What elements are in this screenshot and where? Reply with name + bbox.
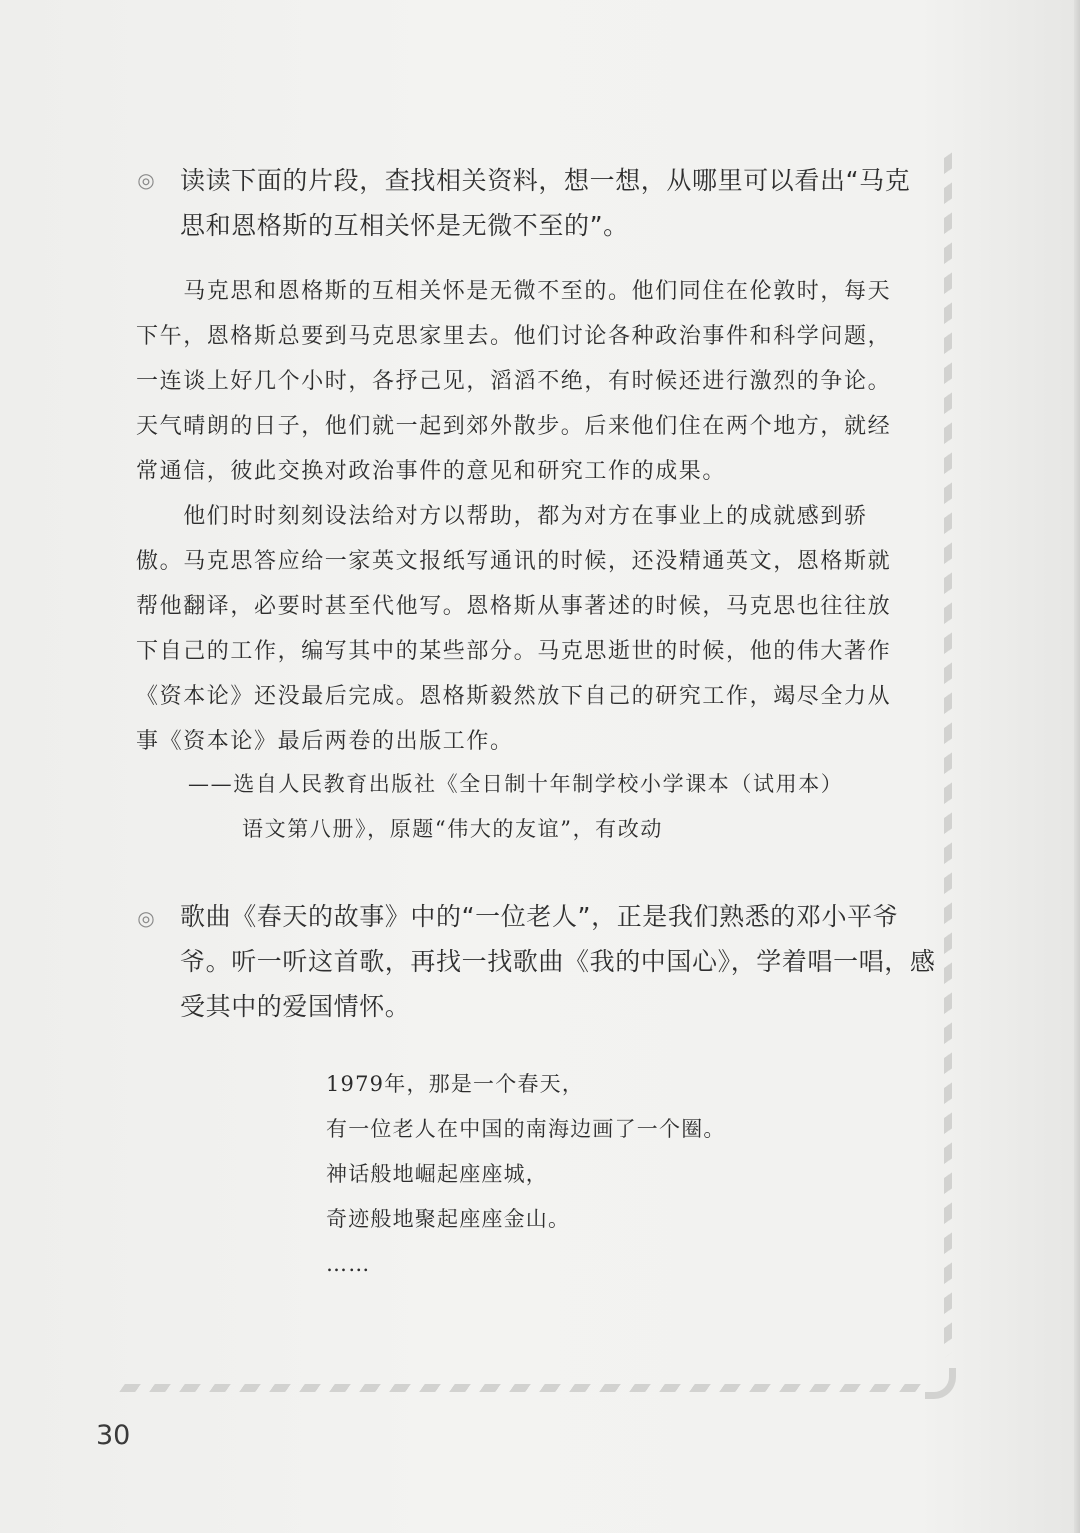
prompt-line: 读读下面的片段，查找相关资料，想一想，从哪里可以看出“马克: [180, 166, 911, 195]
passage-source-citation: [188, 762, 928, 852]
lyric-line: 1979年，那是一个春天，: [326, 1072, 585, 1096]
passage-line: 马克思和恩格斯的互相关怀是无微不至的。他们同住在伦敦时，每天: [136, 279, 892, 304]
passage-line: 傲。马克思答应给一家英文报纸写通讯的时候，还没精通英文，恩格斯就: [136, 549, 892, 574]
passage-line: 《资本论》还没最后完成。恩格斯毅然放下自己的研究工作，竭尽全力从: [136, 684, 892, 709]
passage-line: 他们时时刻刻设法给对方以帮助，都为对方在事业上的成就感到骄: [136, 504, 868, 529]
passage-line: 下午，恩格斯总要到马克思家里去。他们讨论各种政治事件和科学问题，: [136, 324, 892, 349]
section1-passage: [136, 269, 928, 764]
lyric-line: 有一位老人在中国的南海边画了一个圈。: [326, 1117, 726, 1141]
passage-line: 帮他翻译，必要时甚至代他写。恩格斯从事著述的时候，马克思也往往放: [136, 594, 892, 619]
page-number: 30: [96, 1420, 131, 1451]
lyric-line: 奇迹般地聚起座座金山。: [326, 1207, 571, 1231]
passage-line: 事《资本论》最后两卷的出版工作。: [136, 729, 514, 754]
passage-line: 常通信，彼此交换对政治事件的意见和研究工作的成果。: [136, 459, 727, 484]
prompt-line: 思和恩格斯的互相关怀是无微不至的”。: [180, 211, 629, 240]
passage-line: 一连谈上好几个小时，各抒己见，滔滔不绝，有时候还进行激烈的争论。: [136, 369, 892, 394]
double-circle-bullet-icon: ◎: [137, 168, 155, 192]
prompt-line: 爷。听一听这首歌，再找一找歌曲《我的中国心》，学着唱一唱，感: [180, 947, 936, 976]
passage-line: 下自己的工作，编写其中的某些部分。马克思逝世的时候，他的伟大著作: [136, 639, 892, 664]
section2-prompt: [180, 894, 936, 1029]
citation-line: 语文第八册》，原题“伟大的友谊”，有改动: [242, 817, 663, 841]
lyric-line: 神话般地崛起座座城，: [326, 1162, 548, 1186]
passage-line: 天气晴朗的日子，他们就一起到郊外散步。后来他们住在两个地方，就经: [136, 414, 892, 439]
lyric-line: ……: [326, 1252, 371, 1276]
section1-prompt: [180, 158, 920, 248]
double-circle-bullet-icon: ◎: [137, 906, 155, 930]
song-lyrics: [326, 1062, 826, 1287]
prompt-line: 歌曲《春天的故事》中的“一位老人”，正是我们熟悉的邓小平爷: [180, 902, 899, 931]
citation-line: ——选自人民教育出版社《全日制十年制学校小学课本（试用本）: [188, 772, 844, 796]
prompt-line: 受其中的爱国情怀。: [180, 992, 411, 1021]
